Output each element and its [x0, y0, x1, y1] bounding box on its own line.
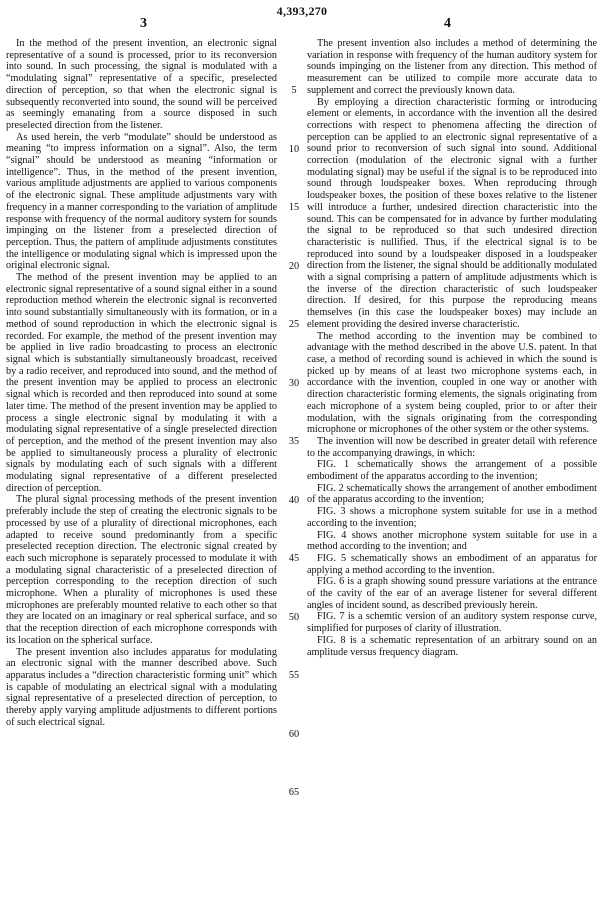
paragraph: FIG. 3 shows a microphone system suitable for use in a method according to the invention; [307, 506, 597, 529]
paragraph: The present invention also includes a method of determining the variation in response with frequency of the human auditory system for sounds impinging on the listener from any direction. This method of measurement can be utilized to compile more accurate data to supplement and correct the previously known data. [307, 38, 597, 96]
paragraph: The method according to the invention may be combined to advantage with the method described in the above U.S. patent. In that case, a method of recording sound is achieved in which the sound is picked up by means of at least two microphone systems each, in accordance with the invention, coupled in one way or another with direction characteristic forming elements, the signals originating from each microphone of a system being coupled, prior to or after their modulation, with the signals originating from the corresponding microphone or microphones of the other system or the other systems. [307, 330, 597, 436]
line-number: 45 [288, 553, 300, 564]
line-number: 50 [288, 612, 300, 623]
line-number: 5 [291, 85, 297, 96]
line-number: 35 [288, 436, 300, 447]
left-text-column [6, 38, 277, 728]
paragraph: FIG. 8 is a schematic representation of an arbitrary sound on an amplitude versus frequency diagram. [307, 634, 597, 658]
line-number: 15 [288, 202, 300, 213]
right-column-number: 4 [444, 16, 451, 31]
right-text-column [307, 38, 597, 658]
paragraph: FIG. 5 schematically shows an embodiment of an apparatus for applying a method according to the invention. [307, 552, 597, 576]
paragraph: As used herein, the verb “modulate” should be understood as meaning “to impress information on a signal”. Also, the term “signal” should be understood as meaning “information or intelligence”. Thus, in the method of the present invention, various amplitude adjustments are applied to various components of the electronic signal. These amplitude adjustments vary with frequency in a manner corresponding to the variation of amplitude response with frequency of the normal auditory system for sounds impinging on the listener from a preselected direction of perception. Thus, the pattern of amplitude adjustments constitutes the intelligence or modulating signal which is impressed upon the original electronic signal. [6, 131, 277, 272]
paragraph: The invention will now be described in greater detail with reference to the accompanying drawings, in which: [307, 435, 597, 459]
line-number: 60 [288, 729, 300, 740]
paragraph: FIG. 2 schematically shows the arrangement of another embodiment of the apparatus according to the invention; [307, 482, 597, 506]
paragraph: By employing a direction characteristic forming or introducing element or elements, in accordance with the invention all the desired corrections with respect to phenomena affecting the direction of perception can be applied to an electronic signal representative of a sound prior to reconversion of such signal into sound. Additional correction (modulation of the electronic signal with a further modulating signal) may be useful if the signal is to be reproduced into sound through loudspeaker boxes. When reproducing through loudspeaker boxes, the position of these boxes relative to the listener will introduce a further, undesired direction characteristic into the sound. This can be compensated for in advance by further modulating the signal to be reproduced so that such undesired direction characteristic is nullified. Thus, if the electrical signal is to be reproduced into sound by a loudspeaker disposed in a loudspeaker direction from the listener, the signal should be additionally modulated with a signal comprising a pattern of amplitude adjustments which is the inverse of the direction characteristic of such loudspeaker direction. If desired, for this purpose the reproducing means themselves (in this case the loudspeaker boxes) may include an element providing the desired inverse characteristic. [307, 96, 597, 330]
paragraph: FIG. 6 is a graph showing sound pressure variations at the entrance of the cavity of the ear of an average listener for several different angles of incident sound, as described previously herein. [307, 576, 597, 611]
line-number: 55 [288, 670, 300, 681]
line-number: 10 [288, 144, 300, 155]
line-number: 65 [288, 787, 300, 798]
paragraph: The plural signal processing methods of the present invention preferably include the step of creating the electronic signals to be processed by use of a plurality of directional microphones, each adapted to receive sound predominantly from a specific preselected reception direction. The electronic signal created by each such microphone is separately processed to modulate it with a modulating signal characteristic of a preselected direction of perception corresponding to the reception direction of such microphone. When a plurality of microphones is used these microphones are preferably mounted relative to each other so that they are located on an imaginary or real spherical surface, and so that the reception direction of each microphone corresponds with its location on the spherical surface. [6, 494, 277, 646]
line-number: 25 [288, 319, 300, 330]
line-number: 40 [288, 495, 300, 506]
paragraph: FIG. 4 shows another microphone system suitable for use in a method according to the invention; and [307, 529, 597, 553]
paragraph: The present invention also includes apparatus for modulating an electronic signal with the manner described above. Such apparatus includes a “direction characteristic forming unit” which is capable of modulating an electrical signal with a modulating signal representative of a preselected direction of perception, to thereby apply varying amplitude adjustments to different portions of such electrical signal. [6, 646, 277, 728]
line-number: 30 [288, 378, 300, 389]
paragraph: FIG. 7 is a schemtic version of an auditory system response curve, simplified for purposes of clarity of illustration. [307, 611, 597, 635]
paragraph: In the method of the present invention, an electronic signal representative of a sound is processed, prior to its reconversion into sound. In such processing, the signal is modulated with a “modulating signal” representative of a specific, preselected direction of perception, so that when the electronic signal is subsequently reconverted into sound, the sound will be perceived as seemingly emanating from a source disposed in such preselected direction from the listener. [6, 38, 277, 131]
paragraph: The method of the present invention may be applied to an electronic signal representative of a sound signal either in a sound reproduction method wherein the electronic signal is reconverted into sound substantially simultaneously with its formation, or in a method of sound reproduction in which the electronic signal is recorded. For example, the method of the present invention may be applied in live radio broadcasting to process an electronic signal which is substantially simultaneously broadcast, received by a radio receiver, and reproduced into sound, and the method of the present invention may be applied to process an electronic signal which is recorded and then reproduced into sound at some later time. The method of the present invention may be applied to process a single electronic signal by modulating it with a modulating signal representative of a single preselected direction of perception, and the method of the present invention may also be applied to simultaneously process a plurality of electronic signals by modulating each of such signals with a different modulating signal representative of a different preselected direction of perception. [6, 272, 277, 494]
line-number: 20 [288, 261, 300, 272]
left-column-number: 3 [140, 16, 147, 31]
paragraph: FIG. 1 schematically shows the arrangement of a possible embodiment of the apparatus according to the invention; [307, 459, 597, 483]
patent-number: 4,393,270 [276, 4, 328, 18]
